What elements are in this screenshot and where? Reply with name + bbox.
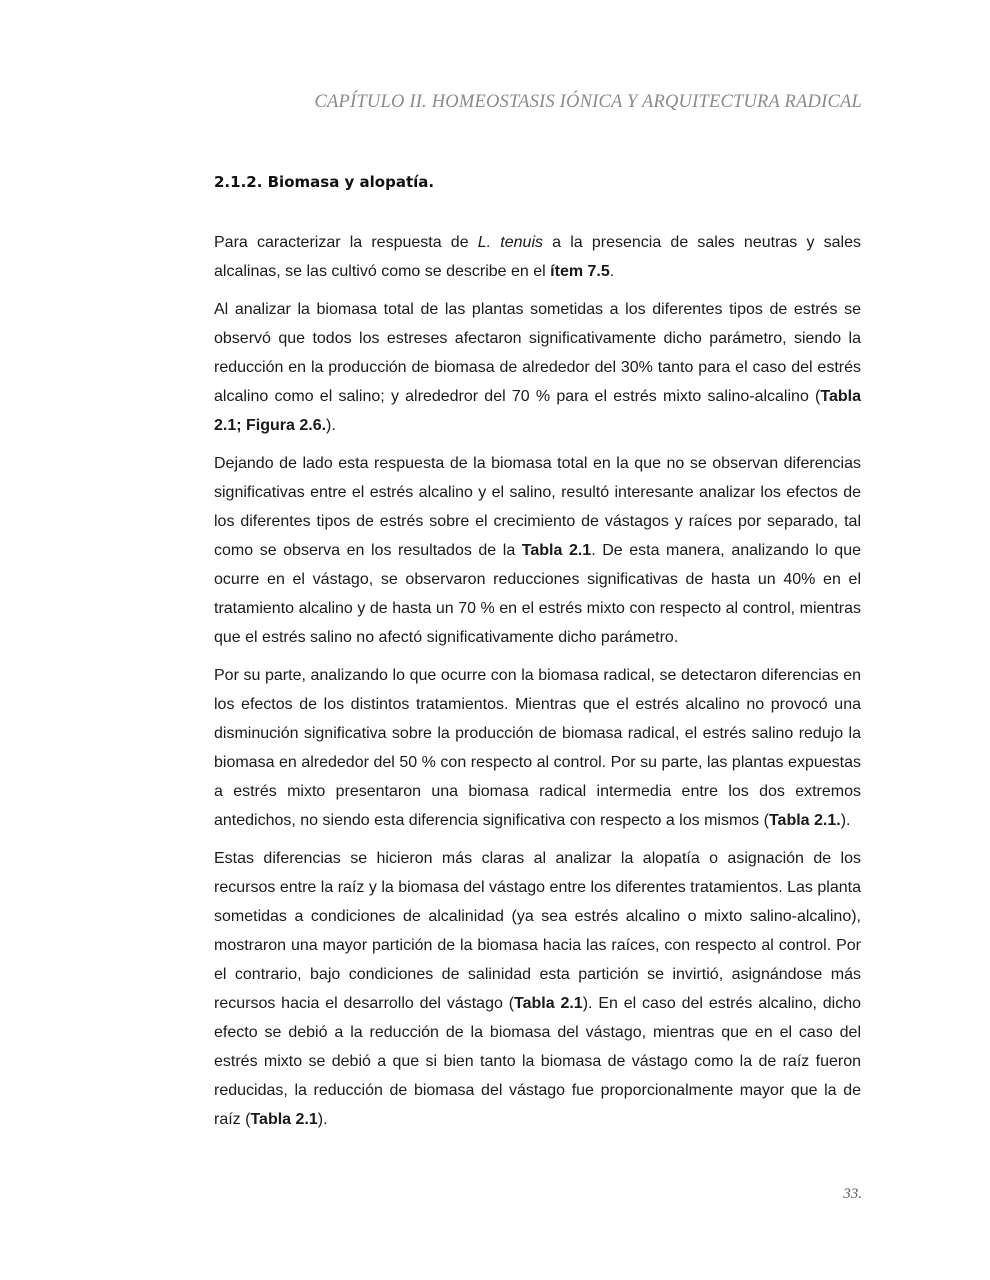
table-reference: Tabla 2.1	[250, 1111, 318, 1128]
paragraph-5: Estas diferencias se hicieron más claras al analizar la alopatía o asignación de los recursos entre la raíz y la biomasa del vástago entre los diferentes tratamientos. Las planta sometidas a condiciones de alcalinidad (ya sea estrés alcalino o mixto salino-alcalino), mostraron una mayor partición de la biomasa hacia las raíces, con respecto al control. Por el contrario, bajo condiciones de salinidad esta partición se invirtió, asignándose más recursos hacia el desarrollo del vástago (Tabla 2.1). En el caso del estrés alcalino, dicho efecto se debió a la reducción de la biomasa del vástago, mientras que en el caso del estrés mixto se debió a que si bien tanto la biomasa de vástago como la de raíz fueron reducidas, la reducción de biomasa del vástago fue proporcionalmente mayor que la de raíz (Tabla 2.1).	[214, 850, 862, 1128]
paragraph-4: Por su parte, analizando lo que ocurre con la biomasa radical, se detectaron diferencias en los efectos de los distintos tratamientos. Mientras que el estrés alcalino no provocó una disminución significativa sobre la producción de biomasa radical, el estrés salino redujo la biomasa en alrededor del 50 % con respecto al control. Por su parte, las plantas expuestas a estrés mixto presentaron una biomasa radical intermedia entre los dos extremos antedichos, no siendo esta diferencia significativa con respecto a los mismos (Tabla 2.1.).	[214, 667, 861, 829]
table-reference: Tabla 2.1.	[768, 812, 841, 829]
page-number: 33.	[843, 1186, 862, 1202]
table-reference: Tabla 2.1	[521, 542, 592, 559]
species-name: L. tenuis	[477, 234, 543, 251]
paragraph-3: Dejando de lado esta respuesta de la biomasa total en la que no se observan diferencias significativas entre el estrés alcalino y el salino, resultó interesante analizar los efectos de los diferentes tipos de estrés sobre el crecimiento de vástagos y raíces por separado, tal como se observa en los resultados de la Tabla 2.1. De esta manera, analizando lo que ocurre en el vástago, se observaron reducciones significativas de hasta un 40% en el tratamiento alcalino y de hasta un 70 % en el estrés mixto con respecto al control, mientras que el estrés salino no afectó significativamente dicho parámetro.	[214, 455, 861, 646]
paragraph-2: Al analizar la biomasa total de las plantas sometidas a los diferentes tipos de estrés se observó que todos los estreses afectaron significativamente dicho parámetro, siendo la reducción en la producción de biomasa de alrededor del 30% tanto para el caso del estrés alcalino como el salino; y alrededror del 70 % para el estrés mixto salino-alcalino (Tabla 2.1; Figura 2.6.).	[214, 301, 861, 434]
table-reference: Tabla 2.1	[514, 995, 583, 1012]
item-reference: ítem 7.5	[550, 263, 610, 280]
section-heading: 2.1.2. Biomasa y alopatía.	[214, 173, 435, 191]
body-text	[214, 228, 861, 1143]
running-header: CAPÍTULO II. HOMEOSTASIS IÓNICA Y ARQUITECTURA RADICAL	[314, 92, 862, 112]
paragraph-1: Para caracterizar la respuesta de L. tenuis a la presencia de sales neutras y sales alcalinas, se las cultivó como se describe en el ítem 7.5.	[214, 234, 862, 280]
table-figure-reference: Tabla 2.1; Figura 2.6.	[214, 388, 861, 434]
